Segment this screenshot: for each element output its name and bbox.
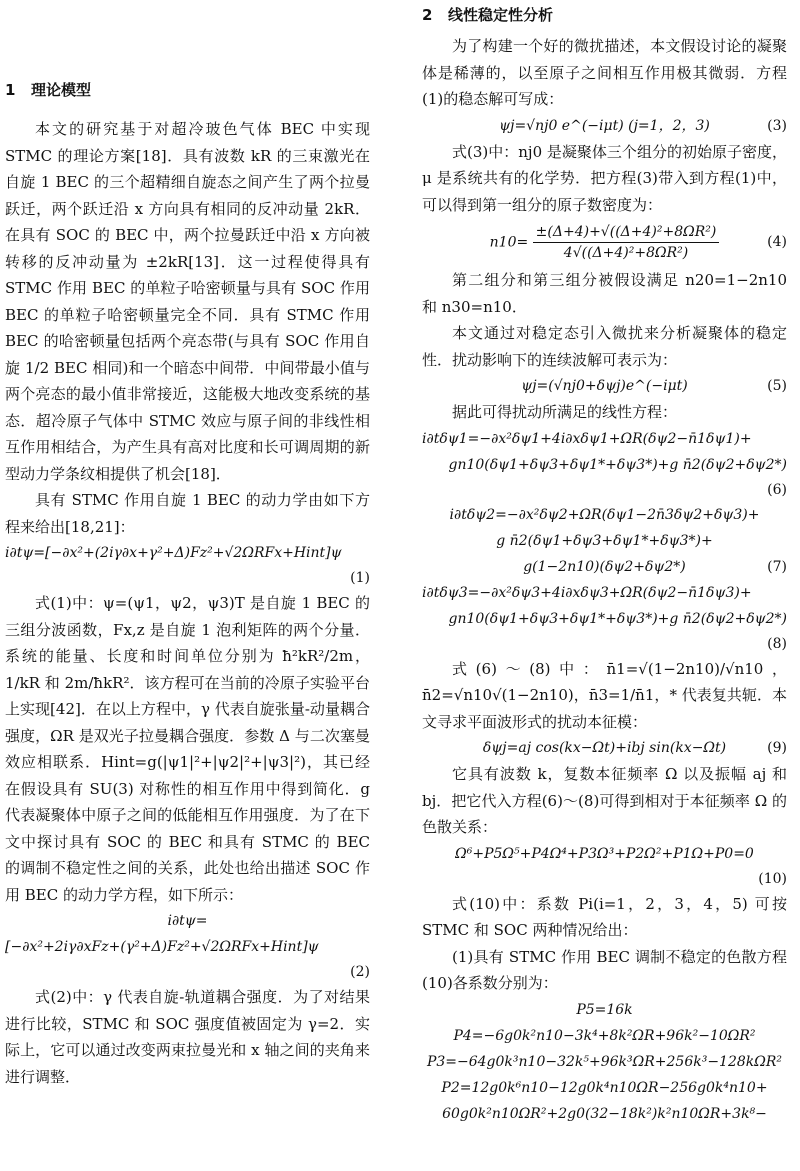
paragraph: 本文通过对稳定态引入微扰来分析凝聚体的稳定性．扰动影响下的连续波解可表示为： — [422, 324, 787, 369]
equation-number: (4) — [767, 234, 787, 250]
paragraph: 为了构建一个好的微扰描述，本文假设讨论的凝聚体是稀薄的，以至原子之间相互作用极其微弱．方程(1)的稳态解可写成： — [422, 37, 787, 108]
paragraph: 本文的研究基于对超冷玻色气体 BEC 中实现 STMC 的理论方案[18]．具有波数 kR 的三束激光在自旋 1 BEC 的三个超精细自旋态之间产生了两个拉曼跃迁，两个跃迁沿 x 方向具有相同的反冲动量 2kR．在具有 SOC 的 BEC 中，两个拉曼跃迁中沿 x 方向被转移的反冲动量为 ±2kR[13]．这一过程使得具有 STMC 作用 BEC 的单粒子哈密顿量与具有 SOC 作用 BEC 的单粒子哈密顿量完全不同．具有 STMC 作用 BEC 的哈密顿量包括两个亮态带(与具有 SOC 作用自旋 1/2 BEC 相同)和一个暗态中间带．中间带最小值与两个亮态的最小值非常接近，这能极大地改变系统的基态．超冷原子气体中 STMC 效应与原子间的非线性相互作用相结合，为产生具有高对比度和长可调周期的新型动力学条纹相提供了机会[18]． — [5, 120, 370, 483]
paragraph: (1)具有 STMC 作用 BEC 调制不稳定的色散方程(10)各系数分别为： — [422, 947, 787, 992]
equation-7-line: i∂tδψ2=−∂x²δψ2+ΩR(δψ1−2n̄3δψ2+δψ3)+ — [449, 506, 760, 523]
section-number: 1 — [5, 81, 16, 99]
section-heading-1 — [5, 78, 370, 102]
equation-7-line — [422, 554, 787, 580]
equation-number: (1) — [350, 570, 370, 586]
equation-5-body: ψj=(√nj0+δψj)e^(−iμt) — [521, 378, 688, 394]
equation-7-line: g n̄2(δψ1+δψ3+δψ1*+δψ3*)+ — [496, 532, 713, 549]
equation-3 — [422, 113, 787, 139]
coefficient-line: 60g0k²n10ΩR²+2g0(32−18k²)k²n10ΩR+3k⁸− — [442, 1105, 767, 1122]
coefficient-line: P3=−64g0k³n10−32k⁵+96k³ΩR+256k³−128kΩR² — [426, 1053, 783, 1070]
equation-number: (5) — [767, 378, 787, 394]
section-heading-2 — [422, 3, 787, 27]
equation-5 — [422, 373, 787, 399]
coefficient-line: P5=16k — [576, 1001, 633, 1018]
equation-6-line: i∂tδψ1=−∂x²δψ1+4i∂xδψ1+ΩR(δψ2−n̄1δψ1)+ — [422, 430, 752, 447]
section-title: 理论模型 — [31, 81, 92, 99]
coefficient-line: P2=12g0k⁶n10−12g0k⁴n10ΩR−256g0k⁴n10+ — [441, 1079, 768, 1096]
left-column — [5, 0, 370, 1090]
paragraph: 式(1)中：ψ=(ψ1，ψ2，ψ3)T 是自旋 1 BEC 的三组分波函数，Fx,z 是自旋 1 泡利矩阵的两个分量．系统的能量、长度和时间单位分别为 ħ²kR²/2m，1/kR 和 2m/ħkR²．该方程可在当前的冷原子实验平台上实现[42]．在以上方程中，γ 代表自旋张量-动量耦合强度，ΩR 是双光子拉曼耦合强度．参数 Δ 与二次塞曼效应相联系．Hint=g(|ψ1|²+|ψ2|²+|ψ3|²)，其已经在假设具有 SU(3) 对称性的相互作用中得到简化．g 代表凝聚体中原子之间的低能相互作用强度．为了在下文中探讨具有 SOC 的 BEC 和具有 STMC 的 BEC 的调制不稳定性之间的关系，此处也给出描述 SOC 作用 BEC 的动力学方程，如下所示： — [5, 594, 370, 904]
equation-1: i∂tψ=[−∂x²+(2iγ∂x+γ²+Δ)Fz²+√2ΩRFx+Hint]ψ — [5, 545, 342, 561]
right-column — [422, 0, 787, 1127]
section-title: 线性稳定性分析 — [448, 6, 554, 24]
equation-number: (9) — [767, 740, 787, 756]
paragraph: 第二组分和第三组分被假设满足 n20=1−2n10 和 n30=n10． — [422, 271, 787, 316]
equation-4-denominator: 4√((Δ+4)²+8ΩR²) — [563, 245, 689, 261]
equation-9 — [422, 735, 787, 761]
equation-6-line: gn10(δψ1+δψ3+δψ1*+δψ3*)+g n̄2(δψ2+δψ2*) — [448, 456, 787, 473]
equation-4 — [422, 218, 787, 267]
paragraph: 式(2)中：γ 代表自旋-轨道耦合强度．为了对结果进行比较，STMC 和 SOC 强度值被固定为 γ=2．实际上，它可以通过改变两束拉曼光和 x 轴之间的夹角来进行调整． — [5, 988, 370, 1086]
paragraph: 据此可得扰动所满足的线性方程： — [452, 403, 678, 421]
equation-3-body: ψj=√nj0 e^(−iμt) (j=1，2，3) — [499, 117, 710, 134]
equation-number: (8) — [767, 635, 787, 652]
equation-4-fraction — [533, 222, 720, 263]
paragraph: 式(6)～(8)中：n̄1=√(1−2n10)/√n10，n̄2=√n10√(1−2n10)，n̄3=1/n̄1，* 代表复共轭．本文寻求平面波形式的扰动本征模： — [422, 659, 787, 731]
equation-4-lhs: n10= — [489, 234, 529, 251]
equation-8-line: gn10(δψ1+δψ3+δψ1*+δψ3*)+g n̄2(δψ2+δψ2*) — [448, 610, 787, 627]
equation-2-rhs: [−∂x²+2iγ∂xFz+(γ²+Δ)Fz²+√2ΩRFx+Hint]ψ — [5, 939, 319, 955]
equation-2-lhs: i∂tψ= — [167, 913, 208, 929]
coefficient-line: P4=−6g0k²n10−3k⁴+8k²ΩR+96k²−10ΩR² — [453, 1027, 756, 1044]
equation-8-line: i∂tδψ3=−∂x²δψ3+4i∂xδψ3+ΩR(δψ2−n̄1δψ3)+ — [422, 584, 752, 601]
section-number: 2 — [422, 6, 433, 24]
equation-number: (2) — [350, 964, 370, 980]
equation-number: (7) — [767, 558, 787, 575]
equation-10: Ω⁶+P5Ω⁵+P4Ω⁴+P3Ω³+P2Ω²+P1Ω+P0=0 — [455, 845, 754, 862]
equation-9-body: δψj=aj cos(kx−Ωt)+ibj sin(kx−Ωt) — [482, 740, 727, 756]
paragraph: 式(10)中：系数 Pi(i=1，2，3，4，5) 可按 STMC 和 SOC 两种情况给出： — [422, 894, 787, 939]
equation-number: (6) — [767, 481, 787, 498]
paragraph: 它具有波数 k，复数本征频率 Ω 以及振幅 aj 和 bj．把它代入方程(6)～(8)可得到相对于本征频率 Ω 的色散关系： — [422, 765, 787, 836]
equation-4-numerator: ±(Δ+4)+√((Δ+4)²+8ΩR²) — [533, 222, 720, 243]
paragraph: 具有 STMC 作用自旋 1 BEC 的动力学由如下方程来给出[18,21]： — [5, 491, 370, 536]
equation-number: (10) — [758, 870, 787, 887]
equation-7-last: g(1−2n10)(δψ2+δψ2*) — [523, 558, 686, 575]
equation-number: (3) — [767, 117, 787, 134]
paragraph: 式(3)中：nj0 是凝聚体三个组分的初始原子密度，μ 是系统共有的化学势．把方程(3)带入到方程(1)中，可以得到第一组分的原子数密度为： — [422, 142, 787, 214]
